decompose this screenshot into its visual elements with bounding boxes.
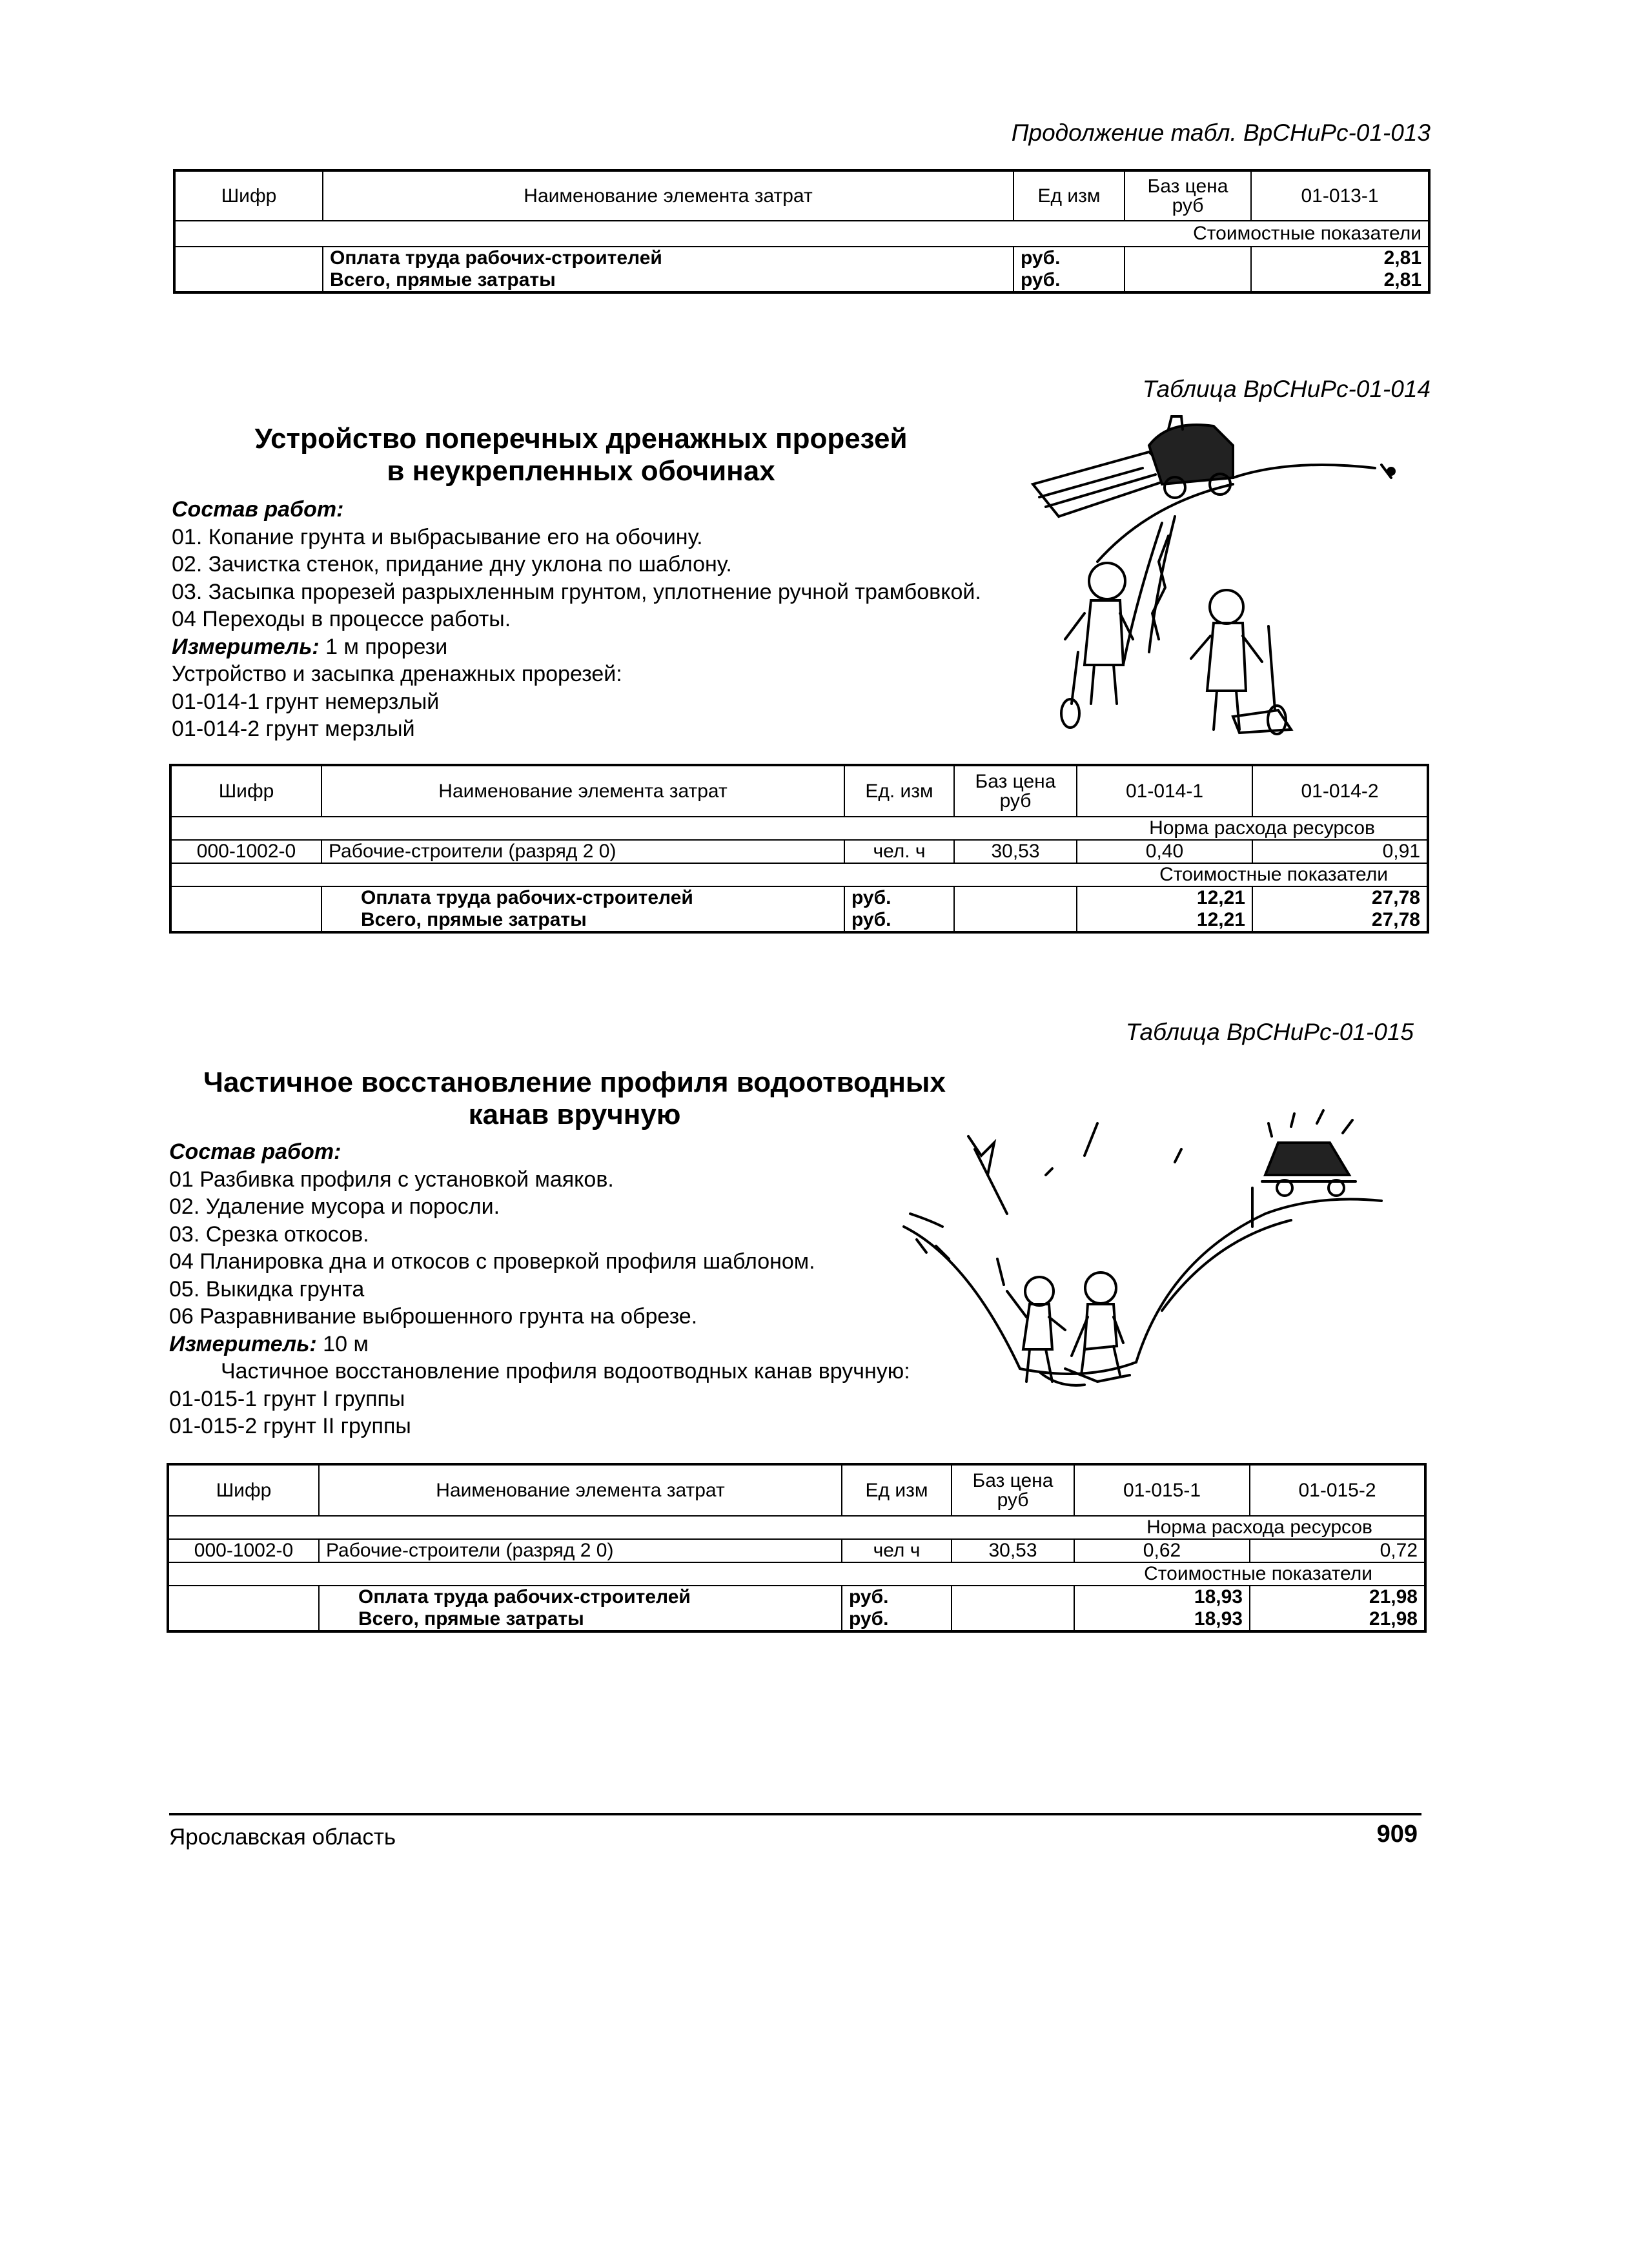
footer-region: Ярославская область (169, 1824, 396, 1850)
table-01-015 (167, 1463, 1427, 1633)
work-list-014 (172, 496, 981, 743)
header-code: Шифр (168, 1464, 319, 1516)
list-item: 03. Засыпка прорезей разрыхленным грунтом, уплотнение ручной трамбовкой. (172, 579, 981, 604)
footer-divider (169, 1813, 1421, 1815)
caption-015: Таблица ВрСНиРс-01-015 (1125, 1019, 1414, 1045)
title-015: Частичное восстановление профиля водоотводных канав вручную (203, 1067, 946, 1130)
table-row: Оплата труда рабочих-строителей руб. 18,93 21,98 (168, 1586, 1425, 1608)
section-norm-label: Норма расхода ресурсов (170, 817, 1428, 840)
section-norm-label: Норма расхода ресурсов (168, 1516, 1425, 1539)
header-code: Шифр (174, 170, 323, 221)
list-item: 06 Разравнивание выброшенного грунта на обрезе. (169, 1304, 698, 1329)
header-col1: 01-013-1 (1251, 170, 1429, 221)
header-price: Баз цена руб (954, 765, 1077, 817)
list-item: 01-015-1 грунт I группы (169, 1386, 405, 1411)
header-price: Баз цена руб (1125, 170, 1251, 221)
header-unit: Ед изм (1013, 170, 1125, 221)
table-row: Всего, прямые затраты руб. 18,93 21,98 (168, 1608, 1425, 1631)
table-row: Всего, прямые затраты руб. 2,81 (174, 269, 1429, 292)
header-name: Наименование элемента затрат (321, 765, 844, 817)
table-row: Оплата труда рабочих-строителей руб. 2,81 (174, 247, 1429, 269)
header-unit: Ед изм (842, 1464, 952, 1516)
continuation-caption: Продолжение табл. ВрСНиРс-01-013 (1011, 119, 1431, 146)
header-name: Наименование элемента затрат (319, 1464, 842, 1516)
header-col1: 01-014-1 (1077, 765, 1252, 817)
list-item: 03. Срезка откосов. (169, 1221, 369, 1247)
header-col2: 01-014-2 (1252, 765, 1428, 817)
road-workers-illustration (1020, 407, 1433, 742)
list-item: 04 Переходы в процессе работы. (172, 607, 511, 631)
header-col1: 01-015-1 (1074, 1464, 1250, 1516)
table-row: Всего, прямые затраты руб. 12,21 27,78 (170, 909, 1428, 932)
work-label: Состав работ: (169, 1139, 341, 1164)
header-name: Наименование элемента затрат (323, 170, 1013, 221)
table-row: 000-1002-0 Рабочие-строители (разряд 2 0) чел. ч 30,53 0,40 0,91 (170, 840, 1428, 863)
header-col2: 01-015-2 (1250, 1464, 1425, 1516)
table-row: Оплата труда рабочих-строителей руб. 12,21 27,78 (170, 886, 1428, 909)
title-014: Устройство поперечных дренажных прорезей в неукрепленных обочинах (254, 423, 908, 487)
caption-014: Таблица ВрСНиРс-01-014 (1142, 376, 1431, 402)
measure-line: Измеритель: 1 м прорези (172, 634, 448, 659)
table-row: 000-1002-0 Рабочие-строители (разряд 2 0) чел ч 30,53 0,62 0,72 (168, 1539, 1425, 1562)
list-item: 01-015-2 грунт II группы (169, 1414, 411, 1438)
subtitle: Частичное восстановление профиля водоотводных канав вручную: (221, 1359, 910, 1384)
header-unit: Ед. изм (844, 765, 954, 817)
list-item: 04 Планировка дна и откосов с проверкой профиля шаблоном. (169, 1249, 815, 1274)
header-price: Баз цена руб (952, 1464, 1074, 1516)
section-cost-label: Стоимостные показатели (174, 221, 1429, 247)
page-number: 909 (1376, 1821, 1418, 1848)
subtitle: Устройство и засыпка дренажных прорезей: (172, 662, 622, 686)
measure-line: Измеритель: 10 м (169, 1331, 369, 1356)
work-label: Состав работ: (172, 497, 344, 522)
list-item: 02. Зачистка стенок, придание дну уклона по шаблону. (172, 552, 732, 577)
section-cost-label: Стоимостные показатели (170, 863, 1428, 886)
list-item: 05. Выкидка грунта (169, 1276, 365, 1302)
section-cost-label: Стоимостные показатели (168, 1562, 1425, 1586)
table-01-014 (169, 764, 1429, 934)
list-item: 01-014-1 грунт немерзлый (172, 689, 440, 714)
list-item: 01. Копание грунта и выбрасывание его на обочину. (172, 524, 703, 549)
list-item: 02. Удаление мусора и поросли. (169, 1194, 500, 1219)
work-list-015 (169, 1138, 910, 1440)
ditch-workers-illustration (891, 1098, 1407, 1401)
list-item: 01 Разбивка профиля с установкой маяков. (169, 1167, 614, 1192)
header-code: Шифр (170, 765, 321, 817)
table-01-013 (173, 169, 1431, 294)
list-item: 01-014-2 грунт мерзлый (172, 717, 415, 741)
